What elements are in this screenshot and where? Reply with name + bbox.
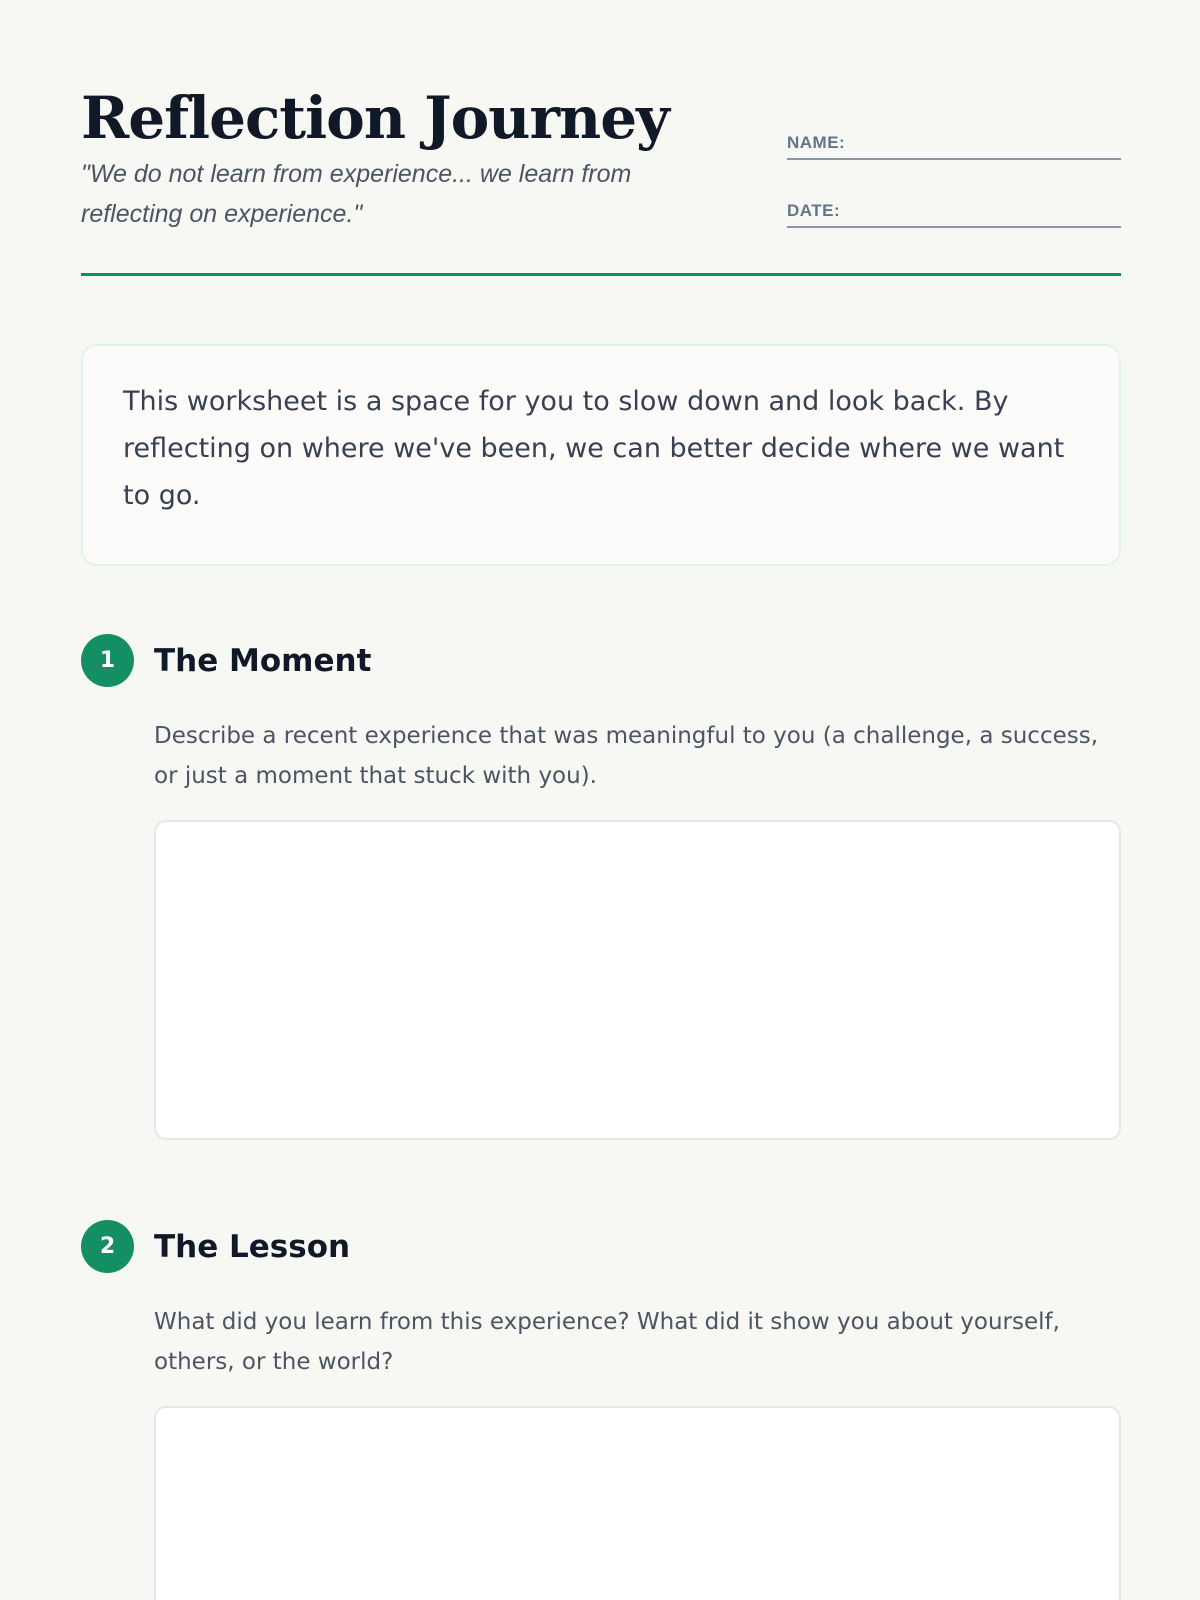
- date-label: DATE:: [787, 201, 841, 220]
- section-prompt: Describe a recent experience that was meaningful to you (a challenge, a success, or just a moment that stuck with you).: [154, 723, 1099, 789]
- section-number-badge: 1: [81, 634, 134, 687]
- section-title: The Moment: [154, 643, 372, 679]
- page-title: Reflection Journey: [81, 84, 669, 152]
- section-title: The Lesson: [154, 1229, 351, 1265]
- name-label: NAME:: [787, 133, 846, 152]
- section-prompt: What did you learn from this experience? What did it show you about yourself, others, or the world?: [154, 1309, 1060, 1375]
- section-number-badge: 2: [81, 1220, 134, 1273]
- intro-text: This worksheet is a space for you to slow down and look back. By reflecting on where we've been, we can better decide where we want to go.: [123, 386, 1065, 511]
- name-field: [787, 126, 1121, 160]
- lesson-answer-textarea[interactable]: [154, 1406, 1121, 1600]
- moment-answer-textarea[interactable]: [154, 820, 1121, 1140]
- intro-card: [81, 344, 1121, 566]
- name-input[interactable]: [857, 130, 1121, 156]
- date-input[interactable]: [857, 198, 1121, 224]
- date-field: [787, 194, 1121, 228]
- worksheet-header: [81, 78, 1121, 276]
- header-quote: "We do not learn from experience... we learn from reflecting on experience.": [81, 160, 632, 228]
